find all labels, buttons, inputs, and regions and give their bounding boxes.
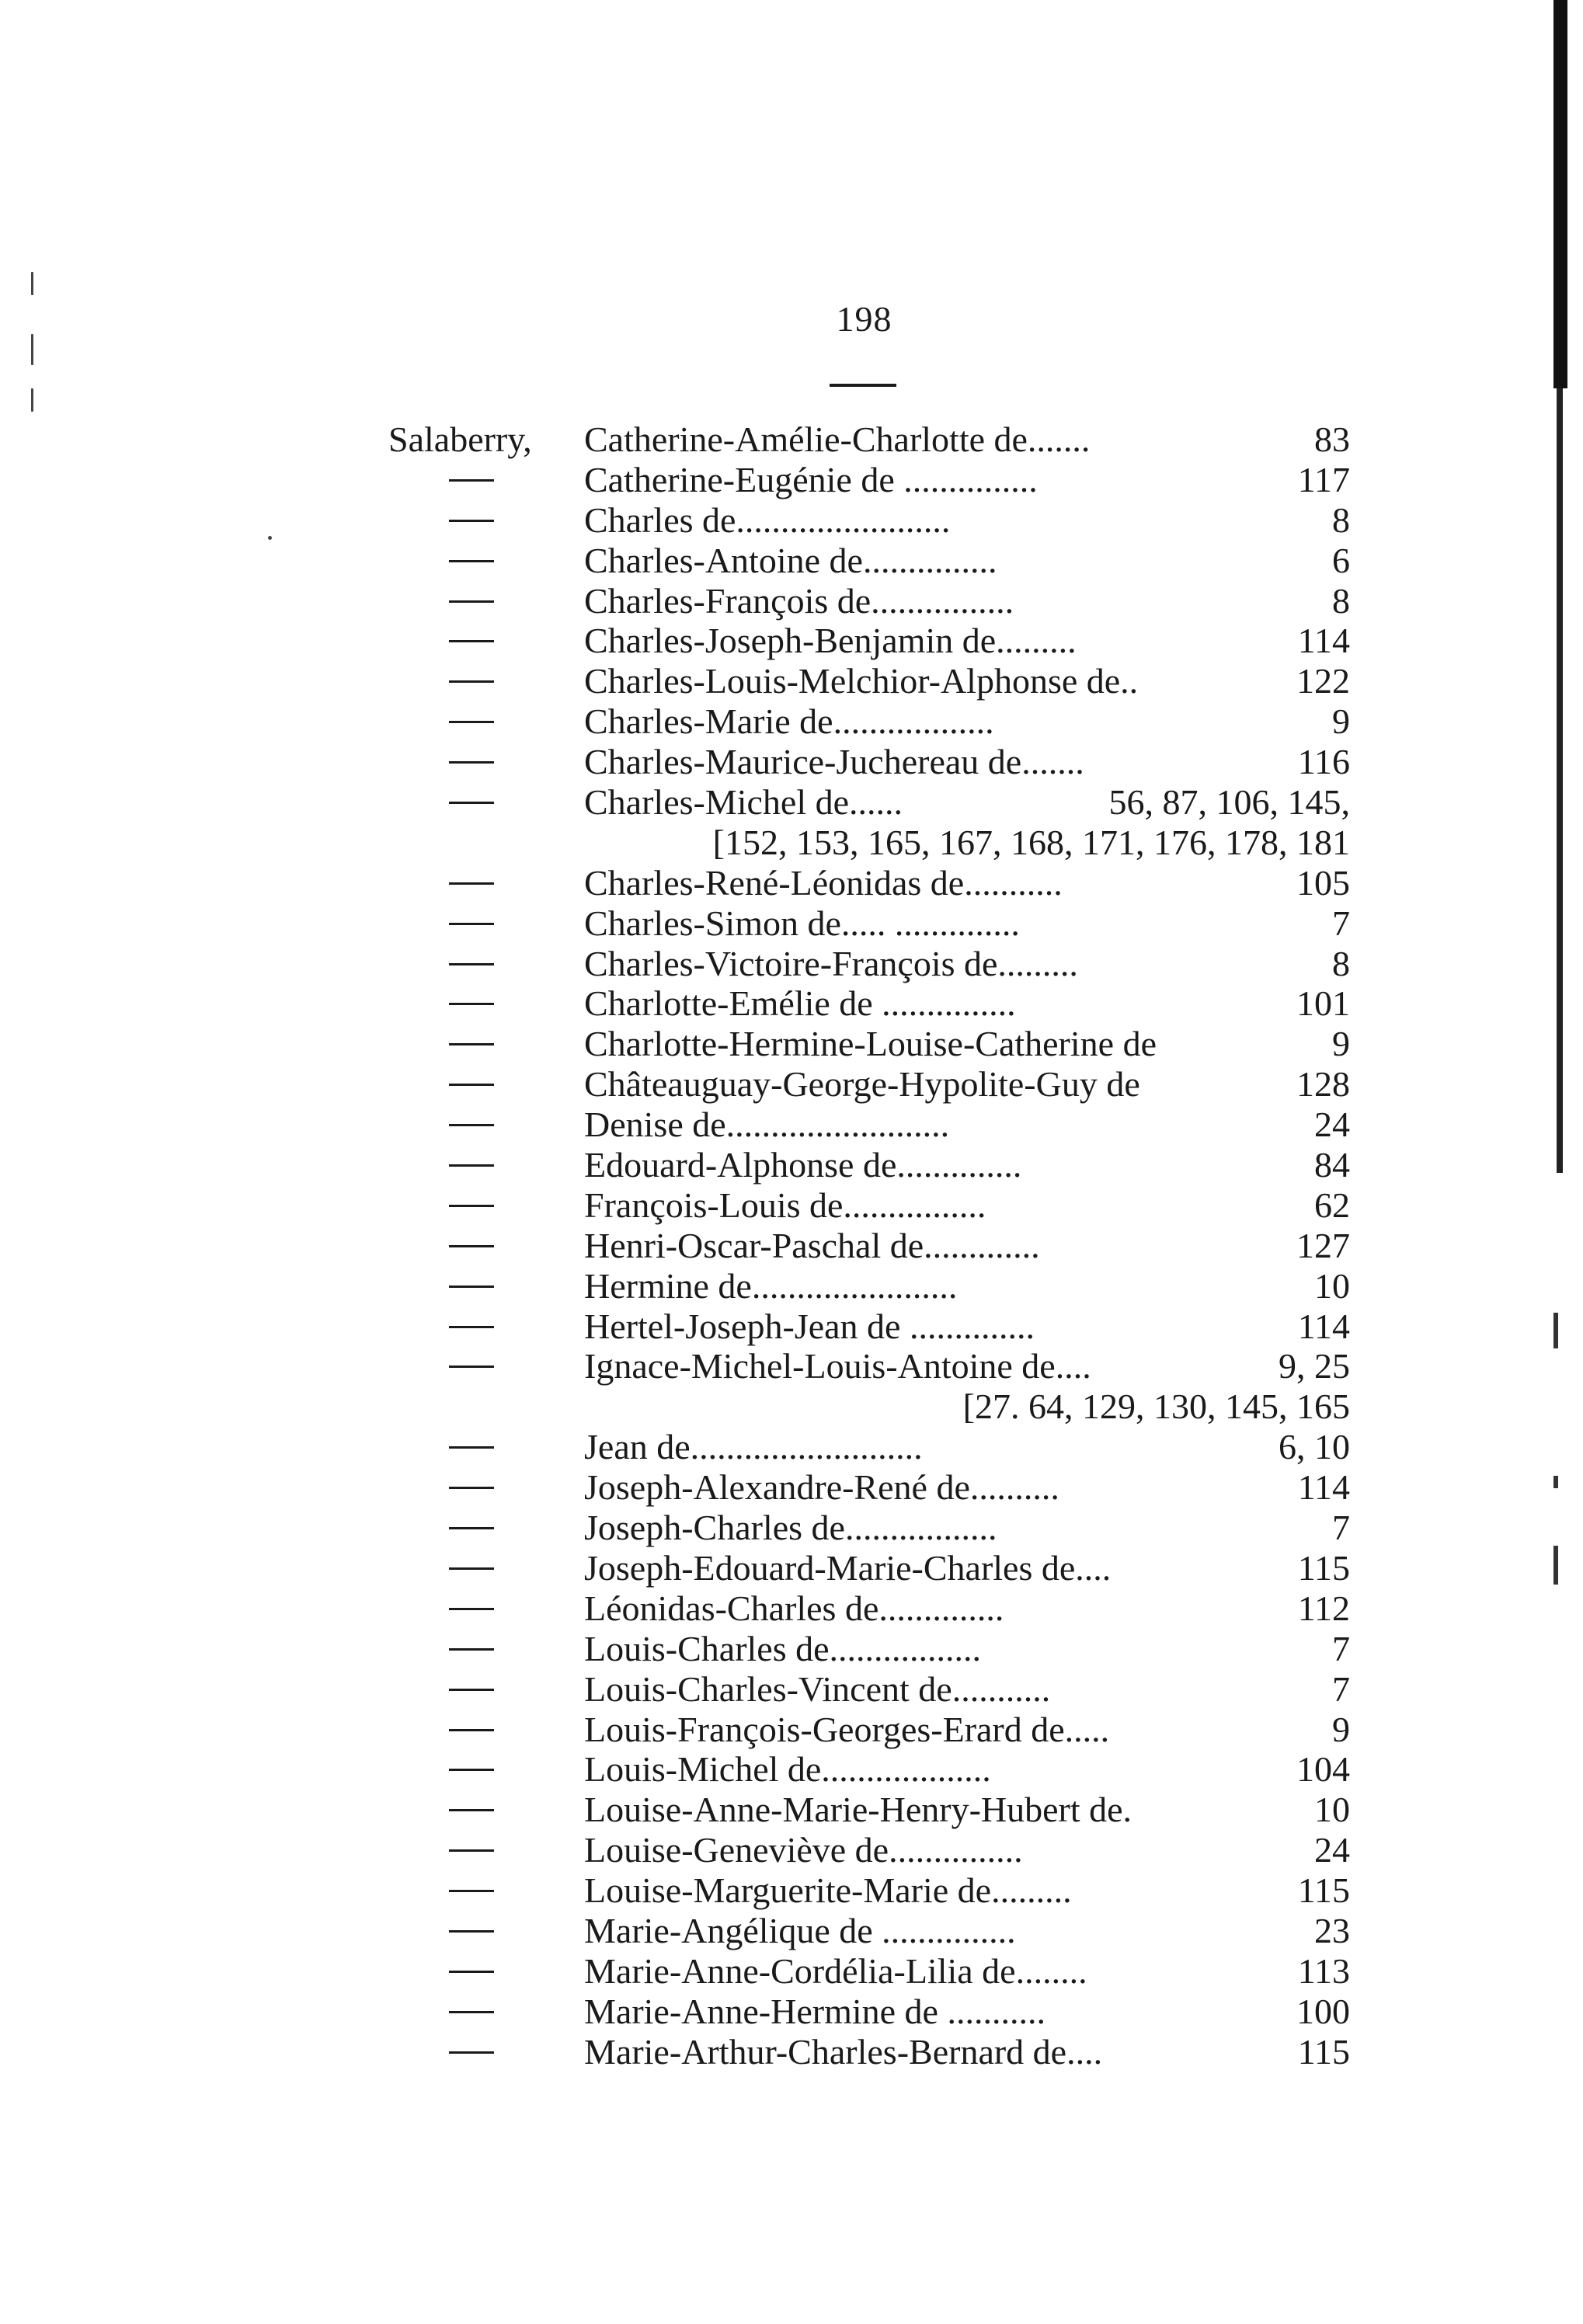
ditto-dash: [449, 1043, 494, 1045]
entry-pages: 9: [1332, 1709, 1350, 1749]
index-entry: [0, 1105, 1583, 1145]
ditto-dash: [449, 520, 494, 522]
entry-pages: 114: [1297, 1467, 1350, 1508]
ditto-dash: [449, 1286, 494, 1288]
index-entry: [0, 1749, 1583, 1790]
index-entry: [0, 460, 1583, 500]
index-list: [0, 419, 1583, 2072]
entry-pages: 9: [1332, 701, 1350, 742]
header-rule: [830, 384, 896, 387]
index-entry: [0, 742, 1583, 782]
entry-name: Ignace-Michel-Louis-Antoine de....: [584, 1346, 1091, 1386]
ditto-dash: [449, 1245, 494, 1247]
ditto-dash: [449, 640, 494, 642]
entry-name: Charles-Michel de......: [584, 782, 903, 823]
index-entry: [0, 1669, 1583, 1710]
entry-pages: 8: [1332, 943, 1350, 983]
entry-pages: 117: [1297, 459, 1350, 499]
entry-pages: 113: [1297, 1950, 1350, 1991]
entry-pages: 114: [1297, 621, 1350, 661]
entry-pages-continued: [152, 153, 165, 167, 168, 171, 176, 178, 181: [712, 822, 1350, 862]
entry-name: Edouard-Alphonse de..............: [584, 1145, 1022, 1185]
entry-pages: 23: [1314, 1910, 1350, 1950]
entry-pages: 114: [1297, 1306, 1350, 1346]
entry-pages: 101: [1296, 983, 1350, 1024]
index-entry: [0, 1467, 1583, 1508]
ditto-dash: [449, 1890, 494, 1892]
entry-name: Charles-Maurice-Juchereau de.......: [584, 742, 1084, 782]
entry-name: Louis-François-Georges-Erard de.....: [584, 1709, 1110, 1749]
entry-pages: 9, 25: [1279, 1346, 1350, 1386]
entry-pages: 6: [1332, 540, 1350, 580]
index-entry: [0, 903, 1583, 944]
entry-name: Joseph-Edouard-Marie-Charles de....: [584, 1547, 1112, 1588]
ditto-dash: [449, 1205, 494, 1207]
entry-name: Marie-Anne-Hermine de ...........: [584, 1991, 1045, 2031]
entry-pages: 8: [1332, 580, 1350, 621]
index-entry: [0, 1306, 1583, 1347]
entry-pages: 116: [1297, 742, 1350, 782]
ditto-dash: [449, 479, 494, 482]
ditto-dash: [449, 963, 494, 965]
entry-pages: 24: [1314, 1105, 1350, 1145]
index-entry: [0, 661, 1583, 701]
entry-name: François-Louis de................: [584, 1185, 986, 1225]
index-entry: [0, 2032, 1583, 2072]
ditto-dash: [449, 1003, 494, 1005]
entry-pages-continued: [27. 64, 129, 130, 145, 165: [962, 1386, 1350, 1427]
index-entry: [0, 1185, 1583, 1226]
index-entry: [0, 1024, 1583, 1064]
entry-pages: 115: [1297, 1870, 1350, 1911]
ditto-dash: [449, 923, 494, 925]
entry-name: Charlotte-Emélie de ...............: [584, 983, 1016, 1024]
entry-name: Charlotte-Hermine-Louise-Catherine de: [584, 1024, 1157, 1064]
ditto-dash: [449, 1608, 494, 1610]
entry-name: Charles-René-Léonidas de...........: [584, 862, 1063, 903]
ditto-dash: [449, 1366, 494, 1368]
ditto-dash: [449, 1124, 494, 1126]
index-entry-continuation: [0, 1386, 1583, 1427]
entry-pages: 105: [1296, 862, 1350, 903]
entry-name: Charles-Antoine de...............: [584, 540, 997, 580]
entry-name: Louis-Charles-Vincent de...........: [584, 1668, 1051, 1709]
index-entry: [0, 1951, 1583, 1992]
entry-pages: 10: [1314, 1790, 1350, 1830]
entry-name: Catherine-Amélie-Charlotte de.......: [584, 419, 1091, 459]
entry-name: Châteauguay-George-Hypolite-Guy de: [584, 1064, 1140, 1105]
ditto-dash: [449, 1648, 494, 1651]
entry-name: Joseph-Charles de.................: [584, 1508, 997, 1548]
index-entry: [0, 541, 1583, 581]
entry-pages: 84: [1314, 1145, 1350, 1185]
entry-pages: 24: [1314, 1830, 1350, 1870]
ditto-dash: [449, 1326, 494, 1328]
index-entry: [0, 1145, 1583, 1185]
ditto-dash: [449, 721, 494, 723]
entry-name: Louise-Marguerite-Marie de.........: [584, 1870, 1072, 1911]
index-entry: [0, 944, 1583, 984]
index-entry: [0, 1226, 1583, 1266]
entry-pages: 7: [1332, 903, 1350, 943]
entry-pages: 7: [1332, 1508, 1350, 1548]
index-entry: [0, 1870, 1583, 1911]
page-number: 198: [836, 299, 892, 339]
index-entry: [0, 782, 1583, 823]
entry-pages: 115: [1297, 2031, 1350, 2072]
ditto-dash: [449, 1689, 494, 1691]
entry-pages: 7: [1332, 1628, 1350, 1668]
entry-name: Charles-Victoire-François de.........: [584, 943, 1078, 983]
entry-name: Catherine-Eugénie de ...............: [584, 459, 1038, 499]
index-entry: [0, 581, 1583, 621]
index-entry: [0, 500, 1583, 541]
entry-name: Marie-Angélique de ...............: [584, 1910, 1016, 1950]
index-entry: [0, 983, 1583, 1024]
entry-pages: 62: [1314, 1185, 1350, 1225]
entry-pages: 10: [1314, 1265, 1350, 1306]
entry-name: Charles-Joseph-Benjamin de.........: [584, 621, 1077, 661]
index-entry: [0, 863, 1583, 903]
entry-pages: 56, 87, 106, 145,: [1108, 782, 1350, 823]
entry-name: Marie-Anne-Cordélia-Lilia de........: [584, 1950, 1087, 1991]
index-entry: [0, 1548, 1583, 1588]
ditto-dash: [449, 1567, 494, 1570]
ditto-dash: [449, 680, 494, 683]
index-entry: [0, 1346, 1583, 1386]
index-entry: [0, 1508, 1583, 1548]
ditto-dash: [449, 761, 494, 764]
index-entry: [0, 1588, 1583, 1629]
ditto-dash: [449, 1769, 494, 1771]
ditto-dash: [449, 1809, 494, 1811]
ditto-dash: [449, 882, 494, 885]
ditto-dash: [449, 802, 494, 804]
entry-name: Hertel-Joseph-Jean de ..............: [584, 1306, 1035, 1346]
entry-name: Charles de........................: [584, 499, 951, 540]
index-entry-continuation: [0, 823, 1583, 863]
entry-name: Louis-Charles de.................: [584, 1628, 982, 1668]
entry-pages: 104: [1296, 1749, 1350, 1790]
ditto-dash: [449, 560, 494, 562]
entry-name: Charles-Louis-Melchior-Alphonse de..: [584, 661, 1139, 701]
entry-name: Charles-François de................: [584, 580, 1014, 621]
ditto-dash: [449, 1487, 494, 1489]
surname-heading: Salaberry,: [388, 419, 532, 459]
entry-name: Hermine de.......................: [584, 1265, 958, 1306]
index-entry: [0, 621, 1583, 661]
entry-name: Marie-Arthur-Charles-Bernard de....: [584, 2031, 1103, 2072]
entry-pages: 112: [1297, 1588, 1350, 1628]
entry-name: Léonidas-Charles de..............: [584, 1588, 1004, 1628]
entry-pages: 7: [1332, 1668, 1350, 1709]
index-entry: [0, 1790, 1583, 1830]
entry-name: Charles-Marie de..................: [584, 701, 994, 742]
entry-pages: 9: [1332, 1024, 1350, 1064]
entry-pages: 122: [1296, 661, 1350, 701]
entry-name: Louise-Anne-Marie-Henry-Hubert de.: [584, 1790, 1132, 1830]
ditto-dash: [449, 1084, 494, 1086]
entry-pages: 128: [1296, 1064, 1350, 1105]
entry-name: Charles-Simon de..... ..............: [584, 903, 1020, 943]
entry-pages: 115: [1297, 1547, 1350, 1588]
index-entry: [0, 1830, 1583, 1870]
index-entry: [0, 701, 1583, 742]
scan-speck: [31, 388, 33, 412]
index-entry: [0, 1629, 1583, 1669]
ditto-dash: [449, 1527, 494, 1529]
index-entry: [0, 1992, 1583, 2032]
entry-pages: 8: [1332, 499, 1350, 540]
index-entry: [0, 1911, 1583, 1951]
ditto-dash: [449, 2011, 494, 2013]
ditto-dash: [449, 1930, 494, 1933]
ditto-dash: [449, 1164, 494, 1167]
ditto-dash: [449, 1446, 494, 1449]
entry-name: Jean de..........................: [584, 1427, 923, 1467]
index-entry: [0, 1710, 1583, 1750]
index-entry: [0, 1064, 1583, 1105]
ditto-dash: [449, 1729, 494, 1731]
ditto-dash: [449, 1849, 494, 1852]
scan-speck: [31, 272, 33, 295]
entry-name: Joseph-Alexandre-René de..........: [584, 1467, 1059, 1508]
entry-pages: 6, 10: [1279, 1427, 1350, 1467]
entry-name: Louis-Michel de...................: [584, 1749, 991, 1790]
entry-pages: 83: [1314, 419, 1350, 459]
entry-name: Louise-Geneviève de...............: [584, 1830, 1023, 1870]
ditto-dash: [449, 1971, 494, 1973]
entry-name: Henri-Oscar-Paschal de.............: [584, 1225, 1040, 1265]
entry-pages: 100: [1296, 1991, 1350, 2031]
entry-name: Denise de.........................: [584, 1105, 950, 1145]
ditto-dash: [449, 2051, 494, 2054]
ditto-dash: [449, 600, 494, 603]
entry-pages: 127: [1296, 1225, 1350, 1265]
index-entry: [0, 1427, 1583, 1467]
index-entry: [0, 1266, 1583, 1306]
index-entry: [0, 419, 1583, 460]
